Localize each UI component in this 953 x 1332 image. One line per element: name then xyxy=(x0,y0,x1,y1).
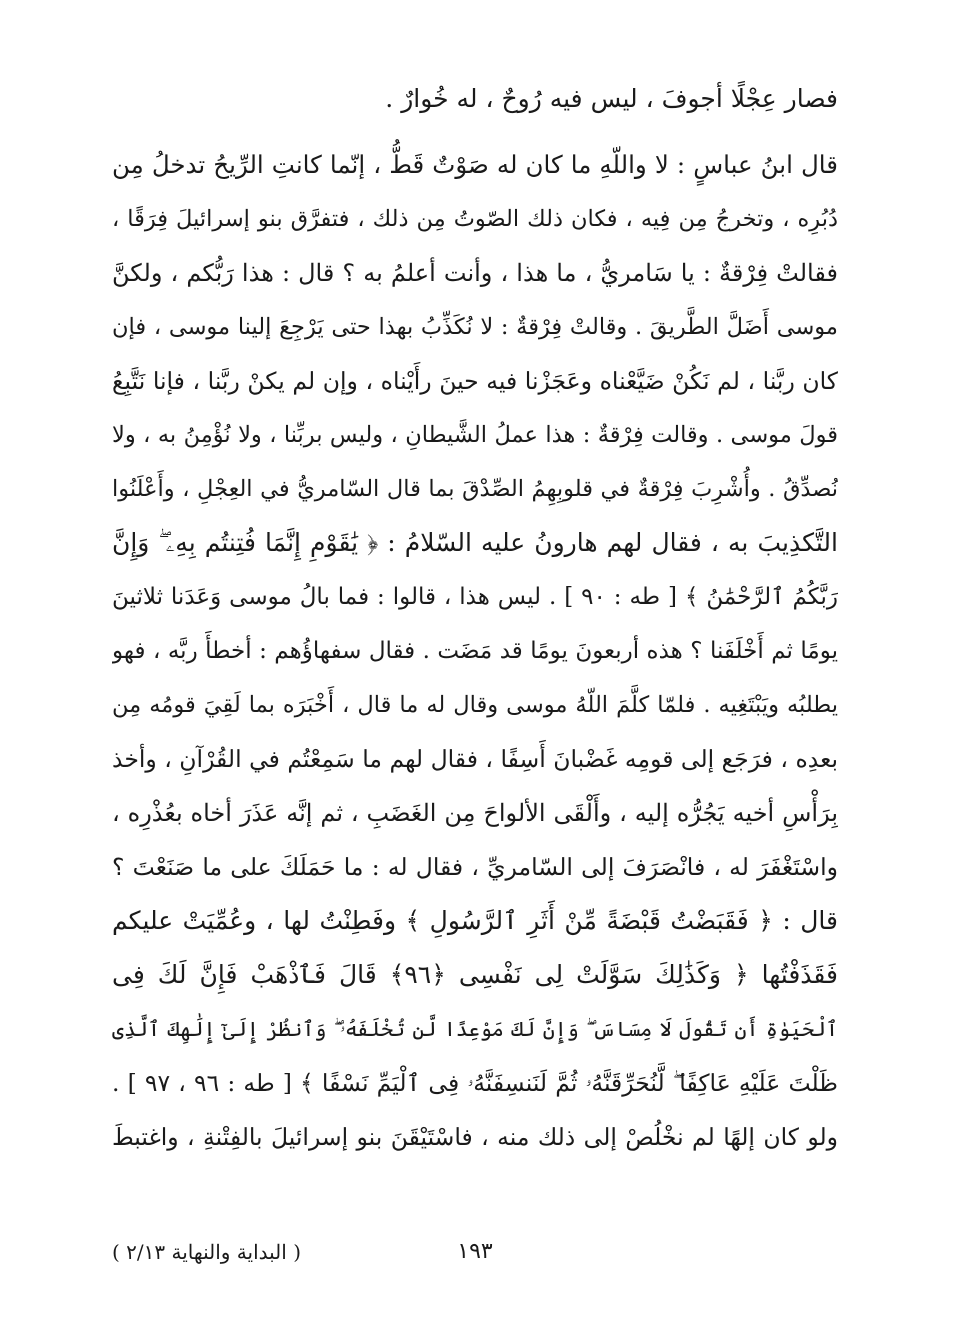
source-reference: ( البداية والنهاية ٢/١٣ ) xyxy=(112,1240,301,1264)
text-line: واسْتَغْفَرَ له ، فانْصَرَفَ إلى السّامريِّ ، فقال له : ما حَمَلَكَ على ما صَنَعْتَ ؟ xyxy=(112,853,838,881)
text-line: قولَ موسى . وقالت فِرْقةٌ : هذا عملُ الشَّيطانِ ، وليس بربِّنا ، ولا نُؤْمِنُ به ، ولا xyxy=(112,422,838,448)
page-number: ١٩٣ xyxy=(457,1239,493,1264)
text-line: قال : ﴿ فَقَبَضْتُ قَبْضَةً مِّنْ أَثَرِ ٱلرَّسُولِ ﴾ وفَطِنْتُ لها ، وعُمِّيَتْ عليكم xyxy=(112,906,838,935)
text-line: التَّكذِيبَ به ، فقال لهم هارونُ عليه السّلامُ : ﴿ يَٰقَوْمِ إِنَّمَا فُتِنتُم بِهِۦ ۖ وَإِنَّ xyxy=(112,528,838,557)
main-paragraph xyxy=(112,138,838,1164)
text-line: يطلبُه ويَبْتَغِيه . فلمّا كلَّمَ اللّهُ موسى وقال له ما قال ، أَخْبَرَه بما لَقِيَ قومُه مِن xyxy=(112,692,838,718)
intro-paragraph xyxy=(112,72,838,126)
text-line: ٱلْحَيَوٰةِ أَن تَقُولَ لَا مِسَاسَ ۖ وَإِنَّ لَكَ مَوْعِدًا لَّن تُخْلَفَهُۥ ۖ وَٱنظُرْ إِلَىٰٓ إِلَٰهِكَ ٱلَّذِى xyxy=(112,1017,838,1041)
text-line: بِرَأْسِ أخيه يَجُرُّه إليه ، وأَلْقَى الألواحَ مِن الغَضَبِ ، ثم إنَّه عَذَرَ أخاه بعُذْرِه ، xyxy=(112,799,838,827)
text-line: فَقَذَفْتُها ﴿ وَكَذَٰلِكَ سَوَّلَتْ لِى نَفْسِى ﴿٩٦﴾ قَالَ فَٱذْهَبْ فَإِنَّ لَكَ فِى xyxy=(112,960,838,989)
page-footer xyxy=(112,1232,838,1272)
text-line: دُبُرِه ، وتخرجُ مِن فِيه ، فكان ذلك الصّوتُ مِن ذلك ، فتفرَّق بنو إسرائيلَ فِرَقًا ، xyxy=(112,206,838,232)
text-line: قال ابنُ عباسٍ : لا واللّهِ ما كان له صَوْتٌ قَطُّ ، إنّما كانتِ الرِّيحُ تدخلُ مِن xyxy=(112,150,838,179)
text-line: يومًا ثم أَخْلَفَنا ؟ هذه أربعونَ يومًا قد مَضَت . فقال سفهاؤُهم : أخطأَ ربَّه ، فهو xyxy=(112,638,838,664)
text-line: فقالتْ فِرْقةٌ : يا سَامريُّ ، ما هذا ، وأنت أعلمُ به ؟ قال : هذا رَبُّكم ، ولكنَّ xyxy=(112,259,838,287)
text-line: فصار عِجْلًا أجوفَ ، ليس فيه رُوحٌ ، له خُوارٌ . xyxy=(385,84,838,113)
text-line: موسى أَضَلَّ الطَّريقَ . وقالتْ فِرْقةٌ : لا نُكَذِّبُ بهذا حتى يَرْجِعَ إلينا موسى ، فإن xyxy=(112,314,838,340)
text-line: رَبَّكُمُ ٱلرَّحْمَٰنُ ﴾ [ طه : ٩٠ ] . ليس هذا ، قالوا : فما بالُ موسى وَعَدَنا ثلاثينَ xyxy=(112,584,838,610)
text-line: كان ربَّنا ، لم نَكُنْ ضَيَّعْناه وعَجَزْنا فيه حينَ رأَيْناه ، وإن لم يكنْ ربَّنا ، فإنا نَتَّبِعُ xyxy=(112,367,838,395)
text-line: ولو كان إلهًا لم نخْلُصْ إلى ذلك منه ، فاسْتَيْقَنَ بنو إسرائيلَ بالفِتْنةِ ، واغتبطَ xyxy=(112,1123,838,1151)
text-line: نُصدِّقُ . وأُشْرِبَ فِرْقةٌ في قلوبِهِمُ الصِّدْقَ بما قال السّامريُّ في العِجْلِ ، وأَعْلَنُوا xyxy=(112,476,838,502)
text-line: ظَلْتَ عَلَيْهِ عَاكِفًا ۖ لَّنُحَرِّقَنَّهُۥ ثُمَّ لَنَنسِفَنَّهُۥ فِى ٱلْيَمِّ نَسْفًا ﴾ [ طه : ٩٦ ، ٩٧ ] . xyxy=(112,1069,838,1097)
text-line: بعدِه ، فرَجَع إلى قومِه غَضْبانَ أَسِفًا ، فقال لهم ما سَمِعْتُم في القُرْآنِ ، وأخذ xyxy=(112,745,838,773)
